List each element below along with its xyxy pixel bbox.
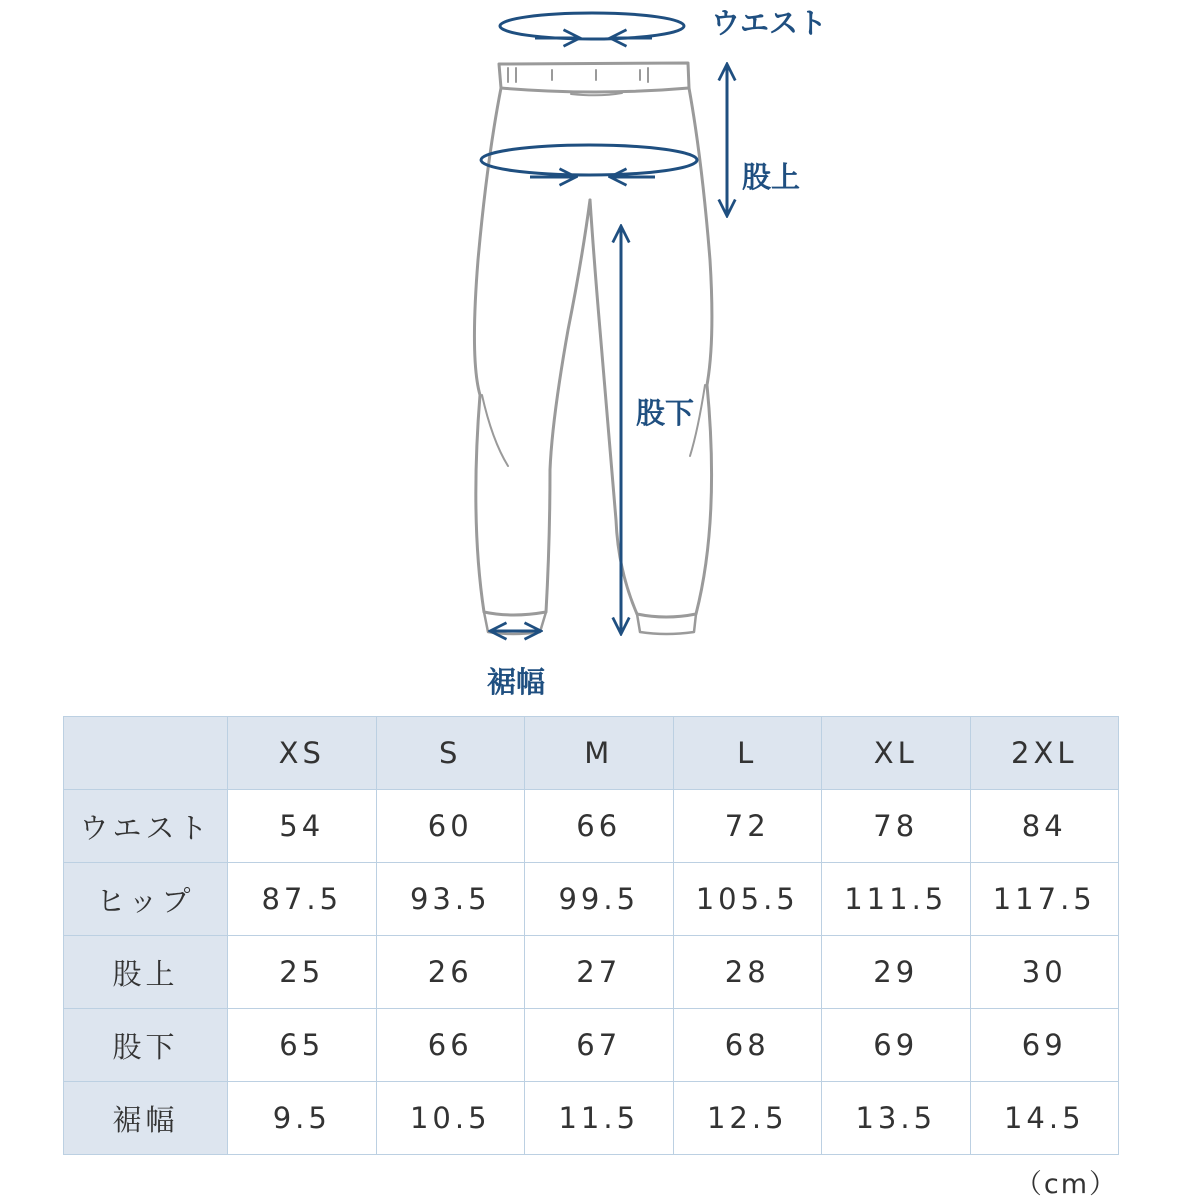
table-cell: 66: [525, 790, 674, 863]
table-cell: 84: [970, 790, 1119, 863]
table-cell: 72: [673, 790, 822, 863]
waistband: [499, 63, 689, 92]
table-cell: 10.5: [376, 1082, 525, 1155]
header-size-xl: XL: [822, 717, 971, 790]
header-corner: [64, 717, 228, 790]
row-label-waist: ウエスト: [64, 790, 228, 863]
table-cell: 69: [970, 1009, 1119, 1082]
hip-loop: [481, 145, 697, 175]
table-cell: 66: [376, 1009, 525, 1082]
table-cell: 28: [673, 936, 822, 1009]
waist-label: ウエスト: [711, 6, 828, 40]
table-cell: 60: [376, 790, 525, 863]
table-row: [64, 936, 1119, 1009]
table-cell: 29: [822, 936, 971, 1009]
table-cell: 117.5: [970, 863, 1119, 936]
table-row: [64, 863, 1119, 936]
table-cell: 11.5: [525, 1082, 674, 1155]
table-cell: 65: [228, 1009, 377, 1082]
right-leg-outline: [590, 88, 712, 617]
table-cell: 9.5: [228, 1082, 377, 1155]
table-cell: 14.5: [970, 1082, 1119, 1155]
waist-loop: [500, 13, 684, 39]
header-size-m: M: [525, 717, 674, 790]
header-size-2xl: 2XL: [970, 717, 1119, 790]
header-row: [64, 717, 1119, 790]
rise-label: 股上: [742, 160, 801, 194]
row-label-hip: ヒップ: [64, 863, 228, 936]
header-size-l: L: [673, 717, 822, 790]
table-cell: 30: [970, 936, 1119, 1009]
table-cell: 111.5: [822, 863, 971, 936]
row-label-rise: 股上: [64, 936, 228, 1009]
table-cell: 93.5: [376, 863, 525, 936]
table-cell: 25: [228, 936, 377, 1009]
table-cell: 27: [525, 936, 674, 1009]
unit-note: （cm）: [1014, 1169, 1118, 1200]
table-cell: 54: [228, 790, 377, 863]
table-cell: 68: [673, 1009, 822, 1082]
table-row: [64, 1009, 1119, 1082]
hem-width-label: 裾幅: [487, 665, 546, 699]
table-cell: 13.5: [822, 1082, 971, 1155]
inseam-label: 股下: [636, 396, 695, 430]
table-cell: 69: [822, 1009, 971, 1082]
row-label-hem-width: 裾幅: [64, 1082, 228, 1155]
table-cell: 12.5: [673, 1082, 822, 1155]
table-cell: 87.5: [228, 863, 377, 936]
header-size-xs: XS: [228, 717, 377, 790]
table-cell: 26: [376, 936, 525, 1009]
size-chart-table: [63, 716, 1119, 1155]
header-size-s: S: [376, 717, 525, 790]
row-label-inseam: 股下: [64, 1009, 228, 1082]
table-cell: 78: [822, 790, 971, 863]
table-cell: 105.5: [673, 863, 822, 936]
table-row: [64, 1082, 1119, 1155]
table-row: [64, 790, 1119, 863]
measurement-arrows: [481, 13, 727, 634]
table-cell: 67: [525, 1009, 674, 1082]
table-cell: 99.5: [525, 863, 674, 936]
